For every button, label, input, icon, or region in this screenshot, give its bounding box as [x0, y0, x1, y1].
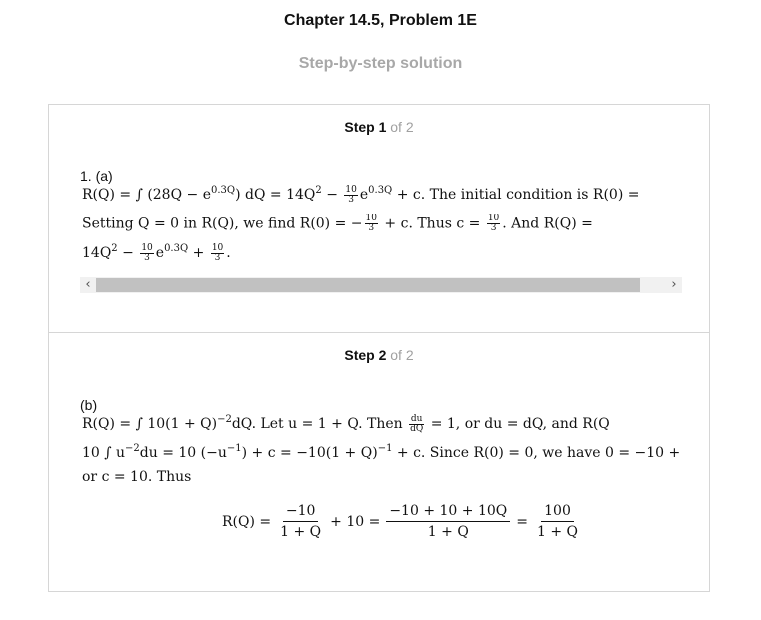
chapter-title: Chapter 14.5, Problem 1E [284, 12, 477, 29]
step-1-label [49, 119, 709, 135]
step-1-count: of 2 [386, 119, 414, 135]
part-b-label: (b) [80, 397, 98, 413]
step-1-line-2: Setting Q = 0 in R(Q), we find R(0) = − $\frac{10}{3}$ + c. Thus c = $\frac{10}{3}$ . And R(Q) = [82, 214, 593, 233]
step-2-title: Step 2 [344, 347, 387, 363]
final-equation: R(Q) = $\frac{-10}{1 + Q}$ + 10 = $\frac{-10 + 10 + 10Q}{1 + Q}$ = $\frac{100}{1 + Q}$ [222, 503, 578, 540]
step-1-line-3: $14Q^2$ − $\frac{10}{3}$ $e^{0.3Q}$ + $\frac{10}{3}$ . [82, 243, 231, 263]
solution-heading: Step-by-step solution [298, 55, 463, 72]
step-2-line-3: or c = 10. Thus [82, 469, 192, 485]
horizontal-scrollbar[interactable] [80, 277, 682, 293]
scroll-thumb[interactable] [96, 278, 640, 292]
step-1-title: Step 1 [344, 119, 387, 135]
step-divider [49, 332, 709, 333]
part-a-label: 1. (a) [80, 168, 113, 184]
step-2-count: of 2 [386, 347, 414, 363]
step-2-line-2: 10 ∫ $u^{-2}du = 10$ $(-u^{-1}) + c = -10(1 + Q)^{-1} + c$. Since R(0) = 0, we have 0 = −10 + [82, 443, 681, 461]
solution-card [48, 104, 710, 592]
step-2-line-1: R(Q) = ∫ $10(1 + Q)^{-2}dQ$. Let u = 1 + Q. Then $\frac{du}{dQ}$ = 1, or du = dQ, and R(Q [82, 414, 610, 434]
scroll-left-icon[interactable]: ‹ [85, 277, 91, 292]
step-2-label [49, 347, 709, 363]
scroll-right-icon[interactable]: › [671, 277, 677, 292]
step-1-line-1: R(Q) = ∫ $(28Q - e^{0.3Q})$ dQ = $14Q^2$ − $\frac{10}{3}$ $e^{0.3Q} + c$. The initial condition is R(0) = [82, 185, 640, 205]
